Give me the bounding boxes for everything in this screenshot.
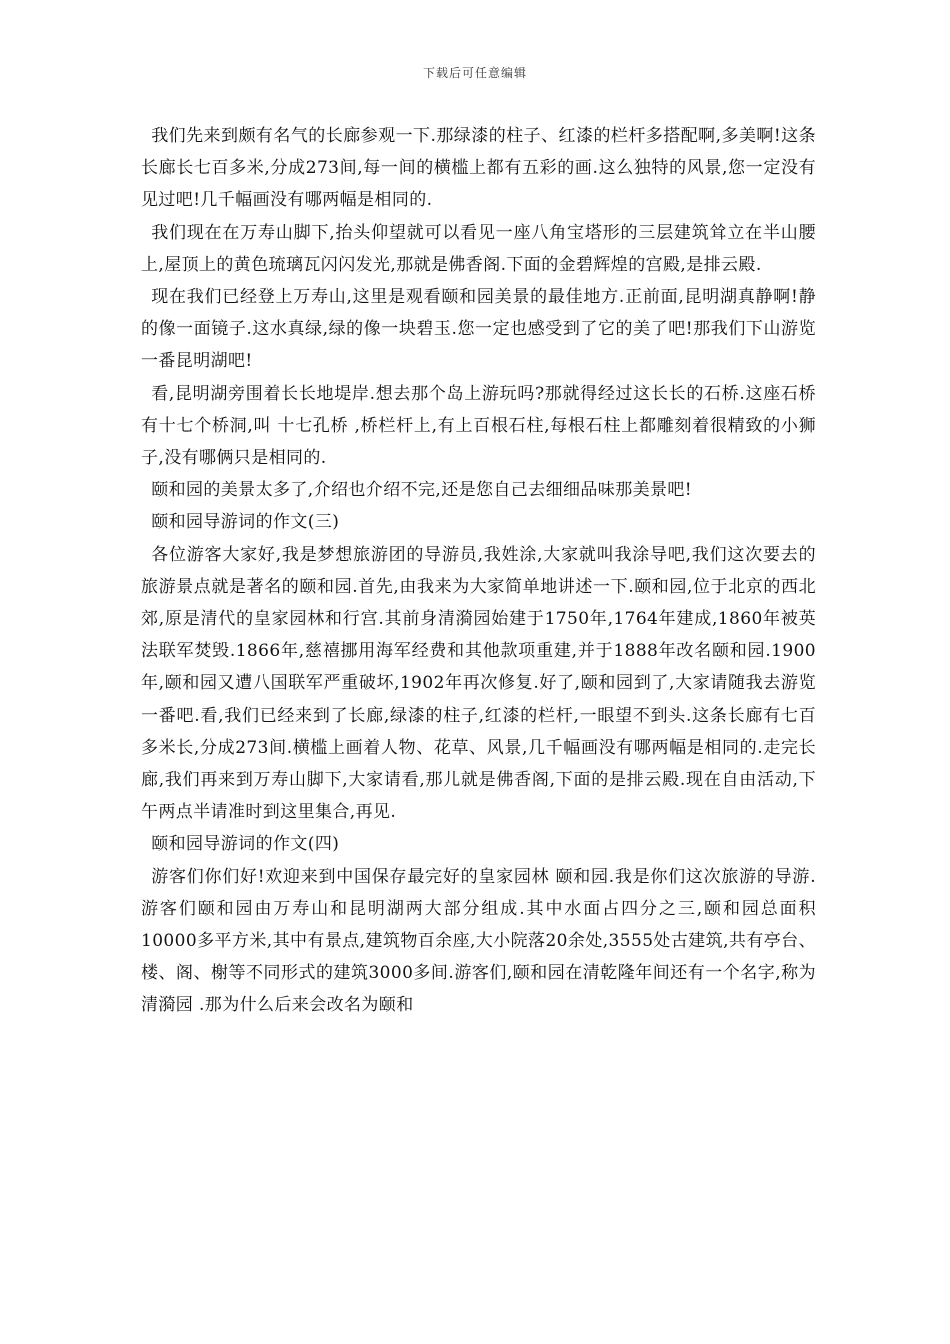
paragraph-closing: 颐和园的美景太多了,介绍也介绍不完,还是您自己去细细品味那美景吧! — [151, 480, 693, 501]
page-header: 下载后可任意编辑 — [422, 66, 527, 80]
paragraph-longevity-hill: 我们现在在万寿山脚下,抬头仰望就可以看见一座八角宝塔形的三层建筑耸立在半山腰上,屋顶上的黄色琉璃瓦闪闪发光,那就是佛香阁.下面的金碧辉煌的宫殿,是排云殿. — [141, 222, 816, 275]
paragraph-long-corridor: 我们先来到颇有名气的长廊参观一下.那绿漆的柱子、红漆的栏杆多搭配啊,多美啊!这条长廊长七百多米,分成273间,每一间的横槛上都有五彩的画.这么独特的风景,您一定没有见过吧!几千幅画没有哪两幅是相同的. — [141, 126, 816, 211]
paragraph-seventeen-arch-bridge: 看,昆明湖旁围着长长地堤岸.想去那个岛上游玩吗?那就得经过这长长的石桥.这座石桥有十七个桥洞,叫 十七孔桥 ,桥栏杆上,有上百根石柱,每根石柱上都雕刻着很精致的小狮子,没有哪俩只是相同的. — [141, 383, 816, 469]
section-heading-four: 颐和园导游词的作文(四) — [151, 834, 340, 855]
section-heading-three: 颐和园导游词的作文(三) — [151, 512, 340, 533]
document-body — [141, 120, 816, 1022]
paragraph-essay-four: 游客们你们好!欢迎来到中国保存最完好的皇家园林 颐和园.我是你们这次旅游的导游.游客们颐和园由万寿山和昆明湖两大部分组成.其中水面占四分之三,颐和园总面积10000多平方米,其中有景点,建筑物百余座,大小院落20余处,3555处古建筑,共有亭台、楼、阁、榭等不同形式的建筑3000多间.游客们,颐和园在清乾隆年间还有一个名字,称为 清漪园 .那为什么后来会改名为颐和 — [141, 866, 816, 1016]
paragraph-essay-three: 各位游客大家好,我是梦想旅游团的导游员,我姓涂,大家就叫我涂导吧,我们这次要去的旅游景点就是著名的颐和园.首先,由我来为大家简单地讲述一下.颐和园,位于北京的西北郊,原是清代的皇家园林和行宫.其前身清漪园始建于1750年,1764年建成,1860年被英法联军焚毁.1866年,慈禧挪用海军经费和其他款项重建,并于1888年改名颐和园.1900年,颐和园又遭八国联军严重破坏,1902年再次修复.好了,颐和园到了,大家请随我去游览一番吧.看,我们已经来到了长廊,绿漆的柱子,红漆的栏杆,一眼望不到头.这条长廊有七百多米长,分成273间.横槛上画着人物、花草、风景,几千幅画没有哪两幅是相同的.走完长廊,我们再来到万寿山脚下,大家请看,那儿就是佛香阁,下面的是排云殿.现在自由活动,下午两点半请准时到这里集合,再见. — [141, 544, 816, 823]
paragraph-hilltop-view: 现在我们已经登上万寿山,这里是观看颐和园美景的最佳地方.正前面,昆明湖真静啊!静的像一面镜子.这水真绿,绿的像一块碧玉.您一定也感受到了它的美了吧!那我们下山游览一番昆明湖吧! — [141, 287, 816, 372]
